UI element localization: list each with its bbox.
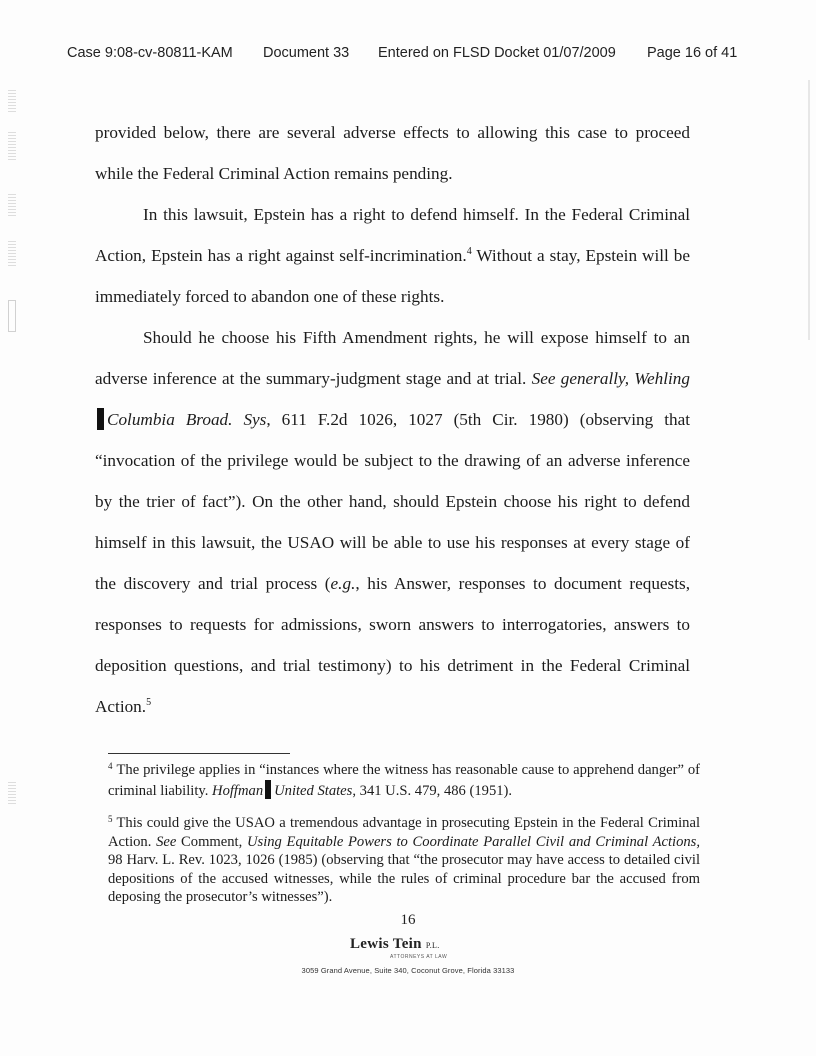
scan-artifact [808, 80, 810, 340]
footnote-number: 4 [108, 761, 113, 771]
scan-artifact [8, 780, 16, 804]
redaction-mark [265, 780, 271, 799]
scan-artifact [8, 240, 16, 266]
footnote-text: Comment, [176, 833, 247, 850]
document-number: Document 33 [263, 45, 350, 61]
firm-suffix: P.L. [425, 941, 440, 950]
signal-see: See [156, 833, 177, 850]
footnote-text: This could give the USAO a tremendous advantage in prosecuting Epstein in the Federal Criminal Action. [108, 815, 700, 850]
scan-artifact [8, 90, 16, 112]
footnote-text: The privilege applies in “instances where the witness has reasonable cause to apprehend danger” of criminal liability. [108, 762, 700, 799]
paragraph-1: provided below, there are several adverse effects to allowing this case to proceed while the Federal Criminal Action remains pending. [95, 123, 690, 183]
scan-artifact [8, 300, 16, 332]
paragraph-3-text: , 611 F.2d 1026, 1027 (5th Cir. 1980) (observing that “invocation of the privilege would be subject to the drawing of an adverse inference by the trier of fact”). On the other hand, should Epstein choose his right to defend himself in this lawsuit, the USAO will be able to use his responses at every stage of the discovery and trial process ( [95, 410, 691, 593]
article-title: Using Equitable Powers to Coordinate Parallel Civil and Criminal Actions, [246, 833, 700, 850]
entered-date: Entered on FLSD Docket 01/07/2009 [378, 45, 616, 61]
page-indicator: Page 16 of 41 [647, 45, 738, 61]
case-citation-party: Columbia Broad. Sys [107, 410, 267, 429]
footnote-4 [108, 757, 700, 800]
firm-address: 3059 Grand Avenue, Suite 340, Coconut Grove, Florida 33133 [301, 966, 515, 975]
footnote-ref-5[interactable]: 5 [146, 697, 152, 708]
paragraph-2-text: In this lawsuit, Epstein has a right to defend himself. In the Federal Criminal Action, Epstein has a right against self-incrimination. [95, 205, 690, 265]
scan-artifact [8, 130, 16, 160]
eg-abbrev: e.g. [330, 574, 356, 593]
firm-tagline: ATTORNEYS AT LAW [390, 954, 448, 960]
body-text [95, 112, 690, 727]
footnote-5 [108, 810, 700, 907]
paragraph-2 [95, 194, 690, 317]
footnotes [108, 757, 700, 917]
paragraph-3-text: , his Answer, responses to document requests, responses to requests for admissions, sworn answers to interrogatories, answers to deposition questions, and trial testimony) to his detriment in the Federal Criminal Action. [95, 574, 690, 716]
footnote-text: 98 Harv. L. Rev. 1023, 1026 (1985) (observing that “the prosecutor may have access to detailed civil depositions of the accused witnesses, while the rules of criminal procedure bar the accused from deposing the prosecutor’s witnesses”). [108, 852, 700, 905]
case-number: Case 9:08-cv-80811-KAM [67, 45, 233, 61]
firm-logo [350, 936, 470, 953]
case-citation: See generally, Wehling [531, 369, 690, 388]
firm-name: Lewis Tein [350, 936, 422, 952]
paragraph-2-tail: Without a stay, Epstein will be immediately forced to abandon one of these rights. [95, 246, 690, 306]
scan-artifact [8, 192, 16, 216]
footnote-text: , 341 U.S. 479, 486 (1951). [352, 782, 513, 799]
footnote-ref-4[interactable]: 4 [466, 246, 472, 257]
redaction-mark [97, 408, 104, 430]
paragraph-3-text: Should he choose his Fifth Amendment rights, he will expose himself to an adverse inference at the summary-judgment stage and at trial. [95, 328, 690, 388]
page-number: 16 [400, 912, 416, 928]
footnote-number: 5 [108, 814, 113, 824]
footnote-divider [108, 753, 290, 754]
case-citation-party: United States [274, 782, 353, 799]
paragraph-3 [95, 317, 690, 727]
case-citation: Hoffman [212, 782, 264, 799]
